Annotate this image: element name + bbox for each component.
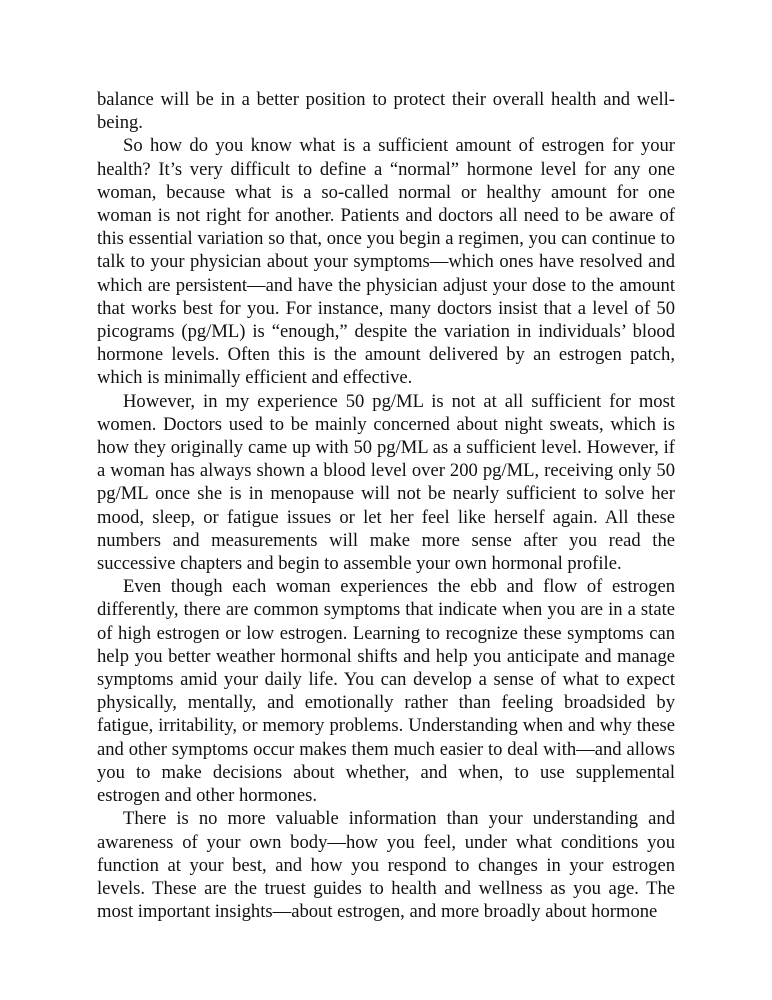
paragraph-sufficient-estrogen: So how do you know what is a sufficient amount of estrogen for your health? It’s very difficult to define a “normal” hormone level for any one woman, because what is a so-called normal or healthy amount for one woman is not right for another. Patients and doctors all need to be aware of this essential variation so that, once you begin a regimen, you can continue to talk to your physician about your symptoms—which ones have resolved and which are persistent—and have the physician adjust your dose to the amount that works best for you. For instance, many doctors insist that a level of 50 picograms (pg/ML) is “enough,” despite the variation in individuals’ blood hormone levels. Often this is the amount delivered by an estrogen patch, which is minimally efficient and effective. bbox=[97, 135, 675, 389]
paragraph-common-symptoms: Even though each woman experiences the ebb and flow of estrogen differently, there are common symptoms that indicate when you are in a state of high estrogen or low estrogen. Learning to recognize these symptoms can help you better weather hormonal shifts and help you anticipate and manage symptoms amid your daily life. You can develop a sense of what to expect physically, mentally, and emotionally rather than feeling broadsided by fatigue, irritability, or memory problems. Understanding when and why these and other symptoms occur makes them much easier to deal with—and allows you to make decisions about whether, and when, to use supplemental estrogen and other hormones. bbox=[97, 576, 675, 807]
paragraph-50-pgml: However, in my experience 50 pg/ML is not at all sufficient for most women. Doctors used to be mainly concerned about night sweats, which is how they originally came up with 50 pg/ML as a sufficient level. However, if a woman has always shown a blood level over 200 pg/ML, receiving only 50 pg/ML once she is in menopause will not be nearly sufficient to solve her mood, sleep, or fatigue issues or let her feel like herself again. All these numbers and measurements will make more sense after you read the successive chapters and begin to assemble your own hormonal profile. bbox=[97, 390, 675, 575]
paragraph-body-awareness: There is no more valuable information than your understanding and awareness of your own body—how you feel, under what conditions you function at your best, and how you respond to changes in your estrogen levels. These are the truest guides to health and wellness as you age. The most important insights—about estrogen, and more broadly about hormone bbox=[97, 808, 675, 923]
book-page-text bbox=[97, 88, 675, 923]
paragraph-continued: balance will be in a better position to protect their overall health and well-being. bbox=[97, 89, 675, 134]
